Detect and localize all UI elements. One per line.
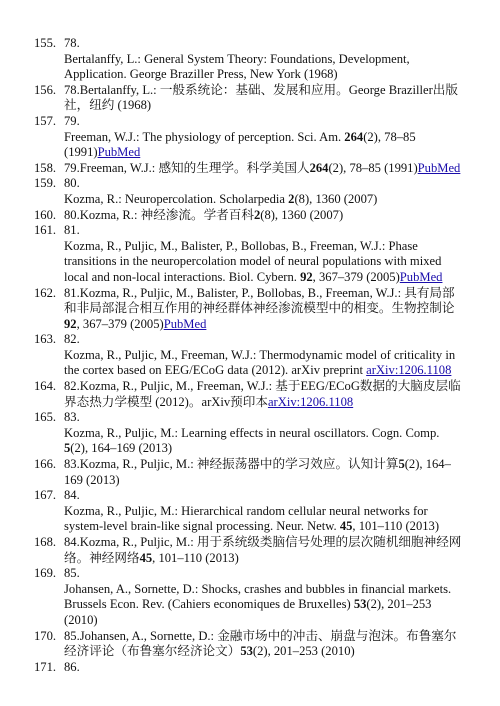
reference-text: 79.Freeman, W.J.: 感知的生理学。科学美国人 (64, 160, 310, 175)
entry-number: 161. (34, 223, 57, 238)
reference-text: 84.Kozma, R., Puljic, M.: 用于系统级类脑信号处理的层次随机细胞神经网络。神经网络 (64, 535, 462, 565)
entry-heading: 78. (64, 36, 80, 50)
entry-number: 165. (34, 410, 57, 425)
reference-text: (2), 164–169 (2013) (70, 441, 173, 456)
reference-citation (0, 504, 464, 535)
reference-entry (0, 488, 500, 535)
reference-text: , 367–379 (2005) (76, 316, 164, 331)
arxiv-link[interactable]: arXiv:1206.1108 (267, 394, 354, 409)
entry-number: 169. (34, 566, 57, 581)
entry-heading: 82. (64, 332, 80, 347)
volume-number: 92 (300, 269, 313, 284)
reference-text: 85.Johansen, A., Sornette, D.: 金融市场中的冲击、崩盘与泡沫。布鲁塞尔经济评论（布鲁塞尔经济论文） (64, 628, 457, 659)
entry-number: 171. (34, 659, 57, 674)
entry-heading: 80. (64, 176, 80, 191)
volume-number: 2 (253, 207, 261, 222)
volume-number: 45 (139, 550, 153, 565)
reference-text: , 101–110 (2013) (152, 550, 239, 565)
reference-citation (0, 426, 464, 457)
reference-entry (0, 176, 500, 207)
entry-heading: 86. (64, 659, 80, 674)
entry-number: 170. (34, 628, 57, 643)
reference-citation (0, 239, 464, 286)
reference-text: 80.Kozma, R.: 神经渗流。学者百科 (64, 207, 254, 222)
entry-heading: 85. (64, 566, 80, 581)
reference-text: Kozma, R.: Neuropercolation. Scholarpedia (64, 191, 289, 206)
reference-entry (0, 114, 500, 161)
reference-text: , 101–110 (2013) (352, 519, 440, 534)
entry-number: 166. (34, 457, 57, 472)
entry-heading (64, 379, 464, 410)
entry-number: 163. (34, 332, 57, 347)
entry-heading (64, 161, 464, 177)
reference-entry (0, 629, 500, 660)
reference-text: (2), 201–253 (2010) (64, 597, 432, 627)
reference-entry (0, 535, 500, 566)
reference-text: (8), 1360 (2007) (294, 191, 378, 206)
entry-number: 159. (34, 176, 57, 191)
pubmed-link[interactable]: PubMed (97, 145, 141, 160)
entry-number: 168. (34, 535, 57, 549)
pubmed-link[interactable]: PubMed (417, 160, 461, 175)
volume-number: 2 (288, 191, 295, 206)
volume-number: 92 (64, 316, 77, 331)
reference-entry (0, 410, 500, 457)
volume-number: 264 (344, 129, 364, 144)
arxiv-link[interactable]: arXiv:1206.1108 (366, 363, 452, 378)
reference-entry (0, 566, 500, 628)
reference-text: (2), 78–85 (1991) (328, 160, 418, 175)
pubmed-link[interactable]: PubMed (399, 269, 443, 284)
reference-entry (0, 36, 500, 83)
volume-number: 45 (339, 519, 353, 534)
volume-number: 53 (240, 644, 253, 659)
reference-entry (0, 208, 500, 224)
reference-text: 82.Kozma, R., Puljic, M., Freeman, W.J.: 基于EEG/ECoG数据的大脑皮层临界态热力学模型 (2012)。arXiv预印本 (64, 379, 461, 409)
reference-entry (0, 286, 500, 333)
entry-heading: 78.Bertalanffy, L.: 一般系统论：基础、发展和应用。George Braziller出版社，纽约 (1968) (64, 82, 458, 113)
entry-heading (64, 286, 464, 333)
entry-number: 156. (34, 82, 57, 97)
reference-text: (2), 164–169 (2013) (64, 457, 451, 487)
entry-heading: 79. (64, 113, 80, 128)
volume-number: 5 (64, 441, 71, 456)
entry-heading: 81. (64, 223, 80, 238)
entry-number: 158. (34, 160, 57, 175)
reference-entry (0, 223, 500, 285)
reference-text: (2), 201–253 (2010) (252, 644, 355, 659)
reference-entry (0, 660, 500, 676)
entry-number: 162. (34, 285, 57, 300)
reference-text: Kozma, R., Puljic, M.: Hierarchical random cellular neural networks for system-level brain-like signal processing. Neur. Netw. (64, 503, 428, 534)
entry-heading (64, 457, 464, 488)
reference-list (0, 36, 500, 675)
entry-heading: 84. (64, 488, 80, 503)
entry-heading (64, 208, 464, 224)
reference-text: Kozma, R., Puljic, M.: Learning effects in neural oscillators. Cogn. Comp. (64, 425, 440, 440)
reference-entry (0, 457, 500, 488)
pubmed-link[interactable]: PubMed (163, 316, 207, 331)
volume-number: 53 (353, 597, 367, 612)
entry-number: 157. (34, 113, 57, 128)
reference-entry (0, 83, 500, 114)
reference-text: Johansen, A., Sornette, D.: Shocks, crashes and bubbles in financial markets. Brussels Econ. Rev. (Cahiers economiques de Bruxelles) (64, 581, 452, 612)
reference-text: Freeman, W.J.: The physiology of perception. Sci. Am. (64, 129, 345, 144)
reference-text: Kozma, R., Puljic, M., Balister, P., Bollobas, B., Freeman, W.J.: Phase transitions in the neuropercolation model of neural populations with mixed local and non-local interactions. Biol. Cybern. (64, 238, 442, 284)
reference-citation (0, 52, 464, 83)
reference-text: Bertalanffy, L.: General System Theory: Foundations, Development, Application. George Braziller Press, New York (1968) (64, 51, 410, 82)
volume-number: 264 (309, 160, 329, 175)
reference-text: (8), 1360 (2007) (260, 207, 344, 222)
reference-citation (0, 582, 464, 629)
entry-heading (64, 629, 464, 660)
reference-entry (0, 332, 500, 379)
reference-entry (0, 379, 500, 410)
entry-number: 160. (34, 207, 57, 222)
volume-number: 5 (398, 457, 405, 472)
reference-text: , 367–379 (2005) (312, 269, 400, 284)
reference-text: (2), 78–85 (1991) (64, 129, 416, 160)
entry-heading: 83. (64, 410, 80, 425)
reference-entry (0, 161, 500, 177)
entry-heading (64, 535, 464, 566)
reference-citation (0, 130, 464, 161)
entry-number: 167. (34, 488, 57, 503)
reference-citation (0, 348, 464, 379)
entry-number: 164. (34, 379, 57, 394)
entry-number: 155. (34, 36, 57, 50)
reference-citation (0, 192, 464, 208)
reference-text: 83.Kozma, R., Puljic, M.: 神经振荡器中的学习效应。认知计算 (64, 457, 399, 472)
reference-text: 81.Kozma, R., Puljic, M., Balister, P., Bollobas, B., Freeman, W.J.: 具有局部和非局部混合相互作用的神经群体神经渗流模型中的相变。生物控制论 (64, 285, 455, 316)
reference-text: Kozma, R., Puljic, M., Freeman, W.J.: Thermodynamic model of criticality in the cortex based on EEG/ECoG data (2012). arXiv preprint (64, 347, 456, 378)
